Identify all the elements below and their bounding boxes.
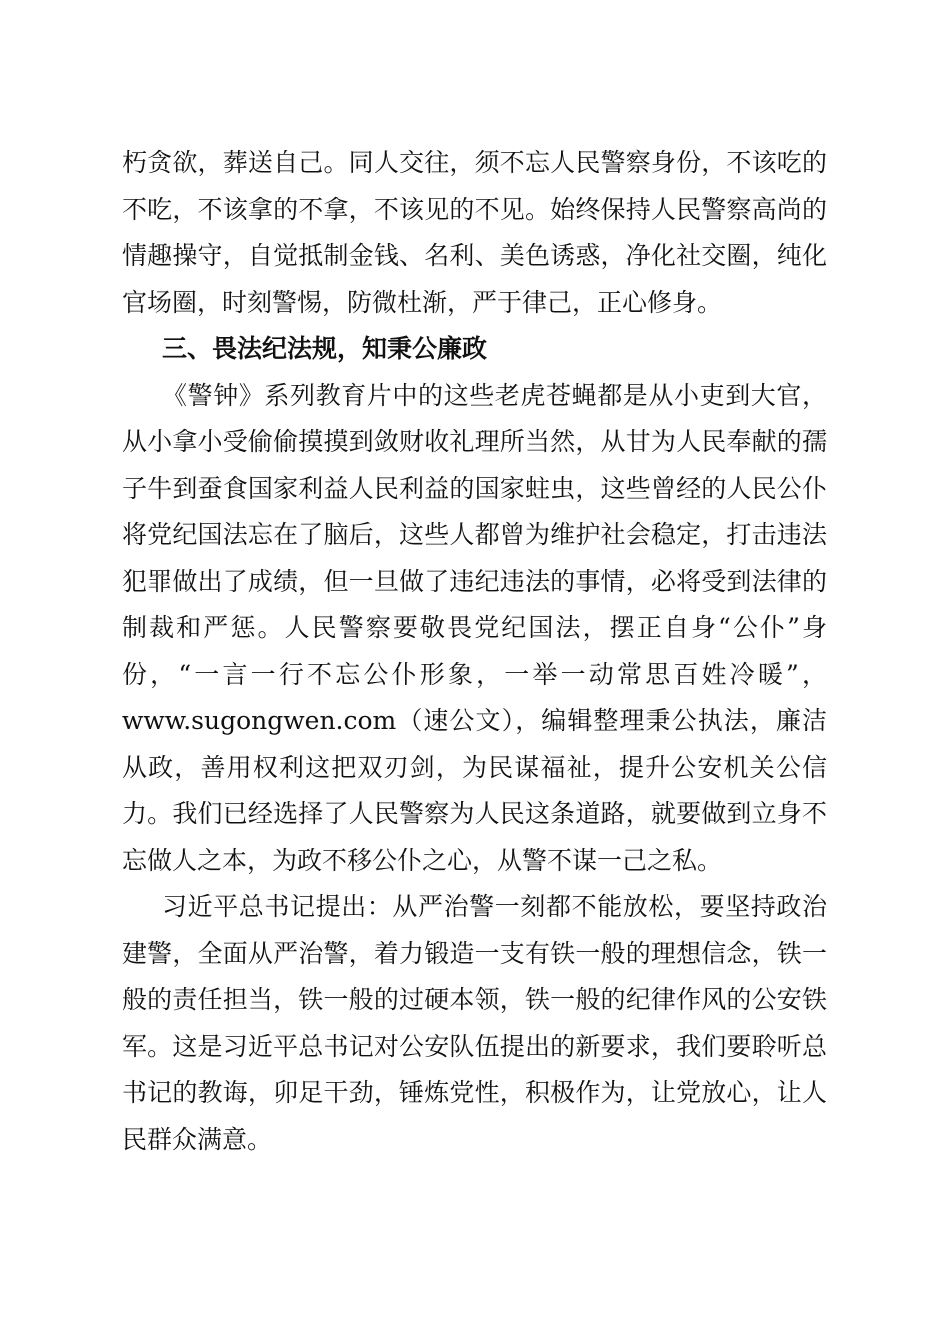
section-heading-3: 三、畏法纪法规，知秉公廉政 xyxy=(162,334,488,363)
paragraph-continued: 朽贪欲，葬送自己。同人交往，须不忘人民警察身份，不该吃的不吃，不该拿的不拿，不该见的不见。始终保持人民警察高尚的情趣操守，自觉抵制金钱、名利、美色诱惑，净化社交圈，纯化官场圈，时刻警惕，防微杜渐，严于律己，正心修身。 xyxy=(122,148,827,317)
paragraph-jingzhong: 《警钟》系列教育片中的这些老虎苍蝇都是从小吏到大官，从小拿小受偷偷摸摸到敛财收礼理所当然，从甘为人民奉献的孺子牛到蚕食国家利益人民利益的国家蛀虫，这些曾经的人民公仆将党纪国法忘在了脑后，这些人都曾为维护社会稳定，打击违法犯罪做出了成绩，但一旦做了违纪违法的事情，必将受到法律的制裁和严惩。人民警察要敬畏党纪国法，摆正自身“公仆”身份，“一言一行不忘公仆形象，一举一动常思百姓冷暖”，www.sugongwen.com（速公文），编辑整理秉公执法，廉洁从政，善用权利这把双刃剑，为民谋福祉，提升公安机关公信力。我们已经选择了人民警察为人民这条道路，就要做到立身不忘做人之本，为政不移公仆之心，从警不谋一己之私。 xyxy=(122,380,827,875)
document-body xyxy=(122,140,827,1163)
paragraph-xi-requirements: 习近平总书记提出：从严治警一刻都不能放松，要坚持政治建警，全面从严治警，着力锻造一支有铁一般的理想信念，铁一般的责任担当，铁一般的过硬本领，铁一般的纪律作风的公安铁军。这是习近平总书记对公安队伍提出的新要求，我们要聆听总书记的教诲，卯足干劲，锤炼党性，积极作为，让党放心，让人民群众满意。 xyxy=(122,892,827,1154)
